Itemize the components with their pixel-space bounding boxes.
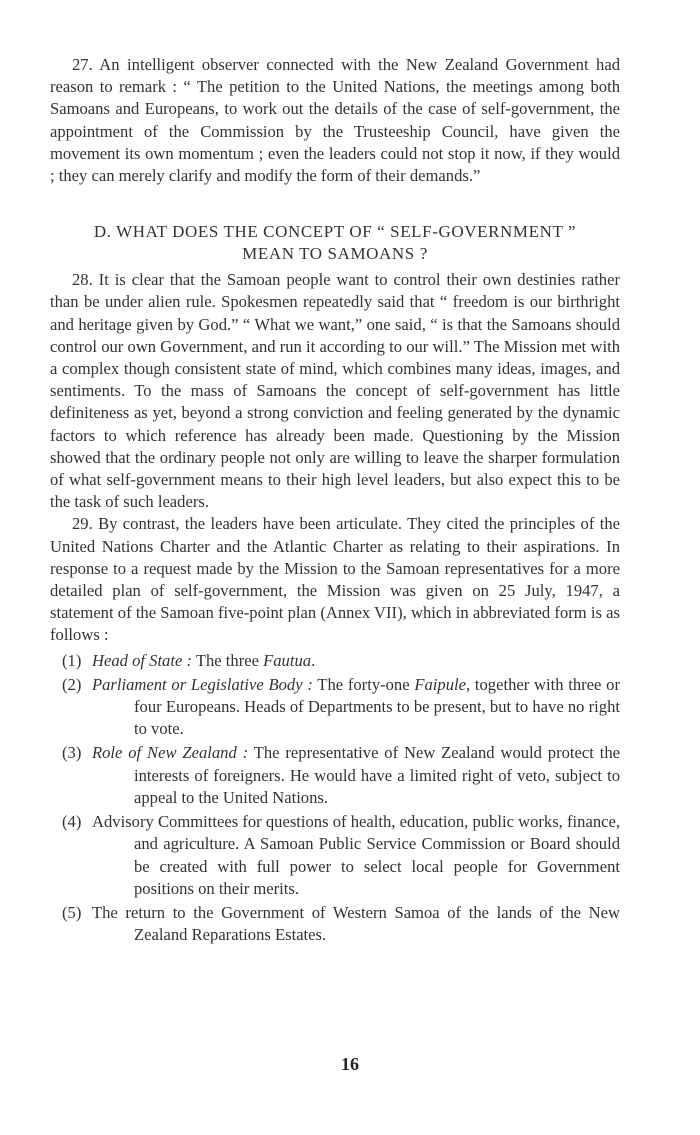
list-item [50,650,620,672]
list-item [50,811,620,900]
list-item [50,742,620,809]
list-item-tail: , together with three or four Europeans. Heads of Departments to be present, but to have no right to vote. [134,674,620,739]
section-heading-line-1: D. WHAT DOES THE CONCEPT OF “ SELF-GOVERNMENT ” [93,222,577,242]
paragraph-28: 28. It is clear that the Samoan people want to control their own destinies rather than be under alien rule. Spokesmen repeatedly said that “ freedom is our birthright and heritage given by God.” “ What we want,” one said, “ is that the Samoans should control our own Government, and run it according to our will.” The Mission met with a complex though consistent state of mind, which combines many ideas, images, and sentiments. To the mass of Samoans the concept of self-government has little definiteness as yet, beyond a strong conviction and feeling generated by the dynamic factors to which reference has already been made. Questioning by the Mission showed that the ordinary people not only are willing to leave the sharper formulation of what self-government means to their high level leaders, but also expect this to be the task of such leaders. [50,270,620,512]
five-point-plan-list [50,650,620,947]
list-item [50,674,620,741]
section-heading-line-2: MEAN TO SAMOANS ? [242,244,428,264]
list-item-number: (4) [62,812,82,832]
list-item-number: (2) [62,674,82,694]
list-item-text: The forty-one [312,674,415,694]
list-item-number: (5) [62,902,82,922]
list-item-number: (1) [62,650,82,670]
section-heading [50,221,620,265]
list-item-lead: Head of State : [92,650,193,670]
paragraph-29: 29. By contrast, the leaders have been articulate. They cited the principles of the United Nations Charter and the Atlantic Charter as relating to their aspirations. In response to a request made by the Mission to the Samoan representatives for a more detailed plan of self-government, the Mission was given on 25 July, 1947, a statement of the Samoan five-point plan (Annex VII), which in abbreviated form is as follows : [50,514,620,645]
paragraph-27: 27. An intelligent observer connected with the New Zealand Government had reason to remark : “ The petition to the United Nations, the meetings among both Samoans and Europeans, to work out the details of the case of self-government, the appointment of the Commission by the Trusteeship Council, have given the movement its own momentum ; even the leaders could not stop it now, if they would ; they can merely clarify and modify the form of their demands.” [50,55,620,186]
list-item-tail: . [311,650,316,670]
list-item-lead: Parliament or Legislative Body : [92,674,313,694]
list-item-italic: Fautua [263,650,312,670]
list-item-text: The return to the Government of Western Samoa of the lands of the New Zealand Reparations Estates. [92,902,620,945]
list-item-lead: Role of New Zealand : [92,743,249,763]
list-item-text: The representative of New Zealand would protect the interests of foreigners. He would have a limited right of veto, subject to appeal to the United Nations. [134,743,620,807]
list-item-text: The three [192,650,264,670]
page-number: 16 [341,1054,359,1074]
list-item-italic: Faipule [414,674,466,694]
list-item-text: Advisory Committees for questions of health, education, public works, finance, and agriculture. A Samoan Public Service Commission or Board should be created with full power to select local people for Government positions on their merits. [92,812,620,898]
list-item-number: (3) [62,743,82,763]
list-item [50,902,620,946]
